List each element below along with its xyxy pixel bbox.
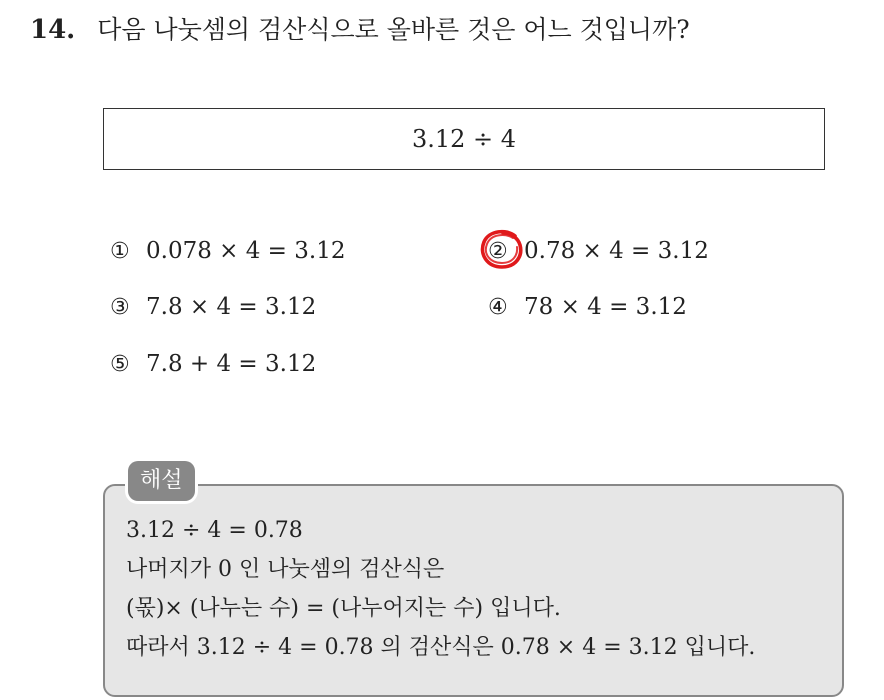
question-number: 14. xyxy=(30,15,76,45)
choice-2[interactable] xyxy=(488,236,709,267)
choice-3-text: 7.8 × 4 = 3.12 xyxy=(146,294,317,320)
expression-box xyxy=(103,108,825,170)
choice-5-marker: ⑤ xyxy=(110,352,130,377)
choice-3-marker: ③ xyxy=(110,295,130,320)
solution-line-4: 따라서 3.12 ÷ 4 = 0.78 의 검산식은 0.78 × 4 = 3.12 입니다. xyxy=(126,635,756,660)
choice-2-text: 0.78 × 4 = 3.12 xyxy=(524,238,709,264)
choice-1-text: 0.078 × 4 = 3.12 xyxy=(146,238,346,264)
choice-5-text: 7.8 + 4 = 3.12 xyxy=(146,351,317,377)
solution-line-3: (몫)× (나누는 수) = (나누어지는 수) 입니다. xyxy=(126,596,561,621)
choice-4-text: 78 × 4 = 3.12 xyxy=(524,294,687,320)
choice-3[interactable] xyxy=(110,292,316,323)
choice-1-marker: ① xyxy=(110,239,130,264)
choice-2-marker: ② xyxy=(488,239,508,264)
choice-1[interactable] xyxy=(110,236,345,267)
expression-text: 3.12 ÷ 4 xyxy=(411,125,517,153)
question-prompt xyxy=(30,14,690,46)
choice-4-marker: ④ xyxy=(488,295,508,320)
solution-title-tag: 해설 xyxy=(128,461,195,501)
solution-line-1: 3.12 ÷ 4 = 0.78 xyxy=(126,518,303,543)
choice-4[interactable] xyxy=(488,292,687,323)
solution-line-2: 나머지가 0 인 나눗셈의 검산식은 xyxy=(126,557,445,582)
choice-5[interactable] xyxy=(110,349,316,380)
question-text: 다음 나눗셈의 검산식으로 올바른 것은 어느 것입니까? xyxy=(97,15,690,44)
